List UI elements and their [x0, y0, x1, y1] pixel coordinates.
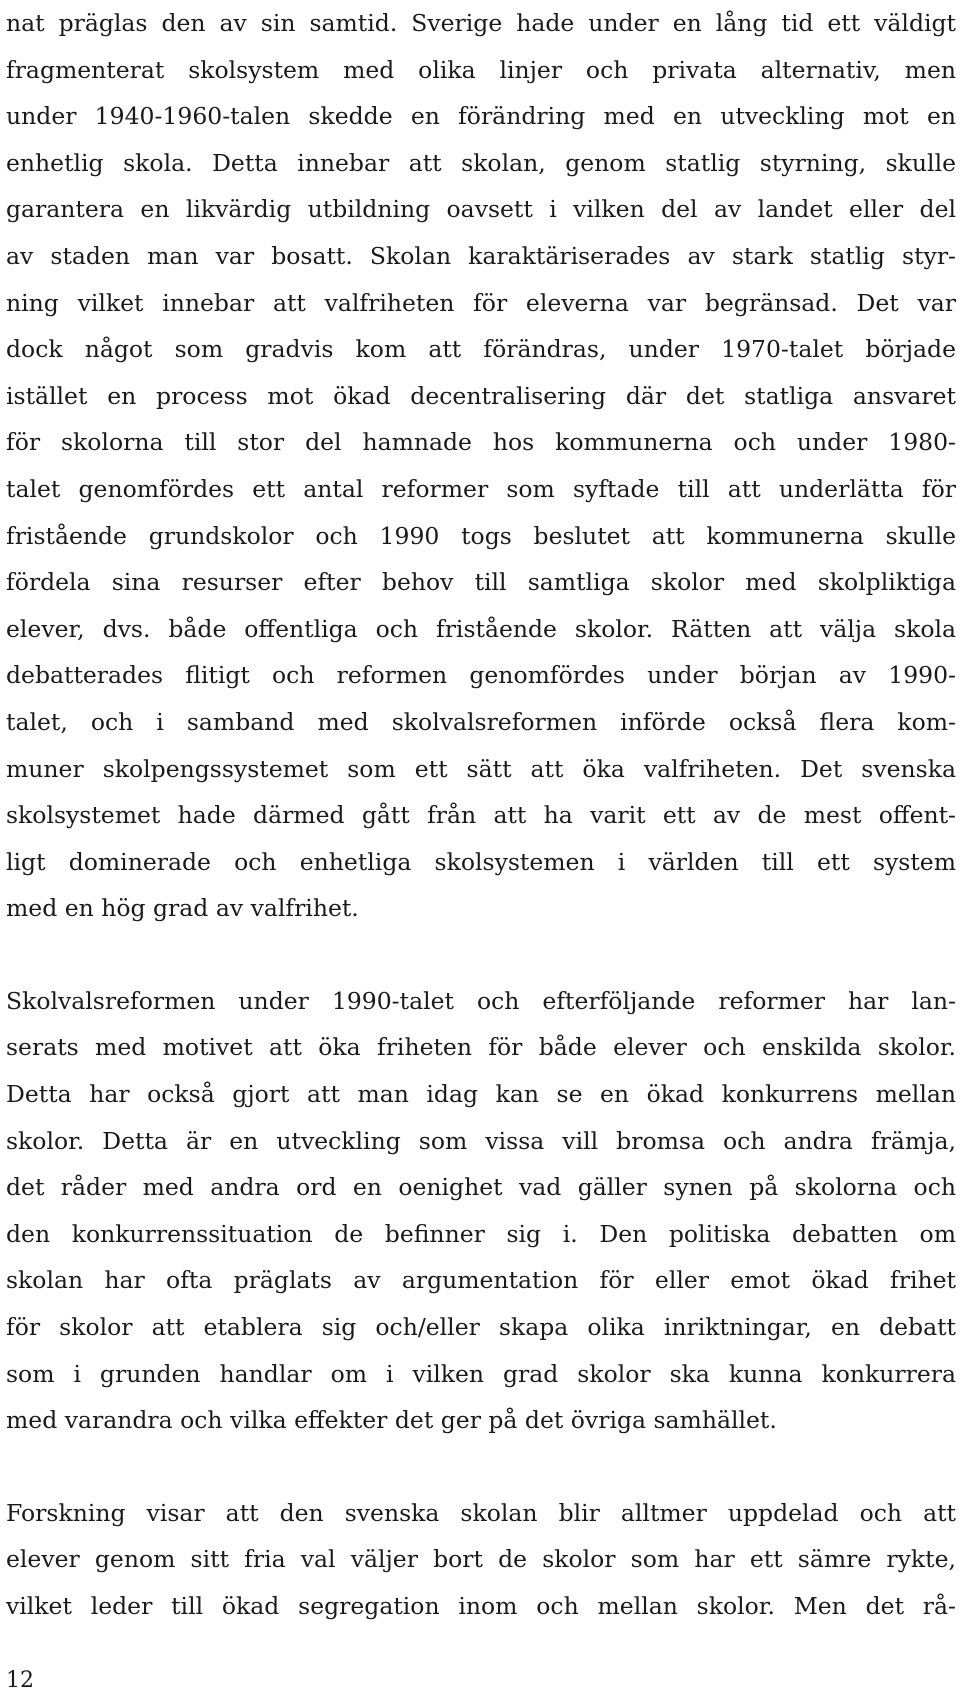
page-number: 12	[6, 1668, 34, 1693]
text-line: talet genomfördes ett antal reformer som syftade till att underlätta för	[6, 474, 956, 503]
text-line: fördela sina resurser efter behov till samtliga skolor med skolpliktiga	[6, 568, 956, 597]
text-line: skolan har ofta präglats av argumentation för eller emot ökad frihet	[6, 1266, 956, 1295]
text-line: serats med motivet att öka friheten för både elever och enskilda skolor.	[6, 1033, 956, 1062]
text-line: den konkurrenssituation de befinner sig i. Den politiska debatten om	[6, 1219, 956, 1248]
text-line: av staden man var bosatt. Skolan karaktäriserades av stark statlig styr-	[6, 241, 956, 270]
text-line: för skolorna till stor del hamnade hos kommunerna och under 1980-	[6, 428, 956, 457]
text-line: garantera en likvärdig utbildning oavsett i vilken del av landet eller del	[6, 195, 956, 224]
text-line: Forskning visar att den svenska skolan blir alltmer uppdelad och att	[6, 1498, 956, 1527]
text-line: skolsystemet hade därmed gått från att ha varit ett av de mest offent-	[6, 801, 956, 830]
body-text	[6, 0, 956, 1630]
text-line: fragmenterat skolsystem med olika linjer och privata alternativ, men	[6, 55, 956, 84]
text-line: under 1940-1960-talen skedde en förändring med en utveckling mot en	[6, 102, 956, 131]
text-line: ligt dominerade och enhetliga skolsystemen i världen till ett system	[6, 847, 956, 876]
text-line: elever genom sitt fria val väljer bort de skolor som har ett sämre rykte,	[6, 1545, 956, 1574]
text-line: med en hög grad av valfrihet.	[6, 894, 359, 923]
text-line: som i grunden handlar om i vilken grad skolor ska kunna konkurrera	[6, 1359, 956, 1388]
text-line: nat präglas den av sin samtid. Sverige hade under en lång tid ett väldigt	[6, 9, 956, 37]
text-line: ning vilket innebar att valfriheten för eleverna var begränsad. Det var	[6, 288, 956, 317]
text-line: muner skolpengssystemet som ett sätt att öka valfriheten. Det svenska	[6, 754, 956, 783]
text-line: vilket leder till ökad segregation inom och mellan skolor. Men det rå-	[6, 1592, 956, 1620]
text-line: istället en process mot ökad decentralisering där det statliga ansvaret	[6, 381, 956, 410]
text-line: med varandra och vilka effekter det ger på det övriga samhället.	[6, 1406, 777, 1435]
text-line: Detta har också gjort att man idag kan se en ökad konkurrens mellan	[6, 1080, 956, 1109]
text-line: skolor. Detta är en utveckling som vissa vill bromsa och andra främja,	[6, 1126, 956, 1155]
text-line: elever, dvs. både offentliga och fristående skolor. Rätten att välja skola	[6, 614, 956, 643]
text-line: fristående grundskolor och 1990 togs beslutet att kommunerna skulle	[6, 521, 956, 550]
text-line: Skolvalsreformen under 1990-talet och efterföljande reformer har lan-	[6, 986, 956, 1015]
text-line: det råder med andra ord en oenighet vad gäller synen på skolorna och	[6, 1173, 956, 1202]
paragraph-1	[6, 0, 956, 932]
text-line: för skolor att etablera sig och/eller skapa olika inriktningar, en debatt	[6, 1313, 956, 1342]
text-line: dock något som gradvis kom att förändras, under 1970-talet började	[6, 335, 956, 364]
paragraph-2	[6, 978, 956, 1444]
paragraph-3	[6, 1490, 956, 1630]
text-line: debatterades flitigt och reformen genomfördes under början av 1990-	[6, 661, 956, 690]
text-line: talet, och i samband med skolvalsreformen införde också flera kom-	[6, 707, 956, 736]
text-line: enhetlig skola. Detta innebar att skolan, genom statlig styrning, skulle	[6, 148, 956, 177]
